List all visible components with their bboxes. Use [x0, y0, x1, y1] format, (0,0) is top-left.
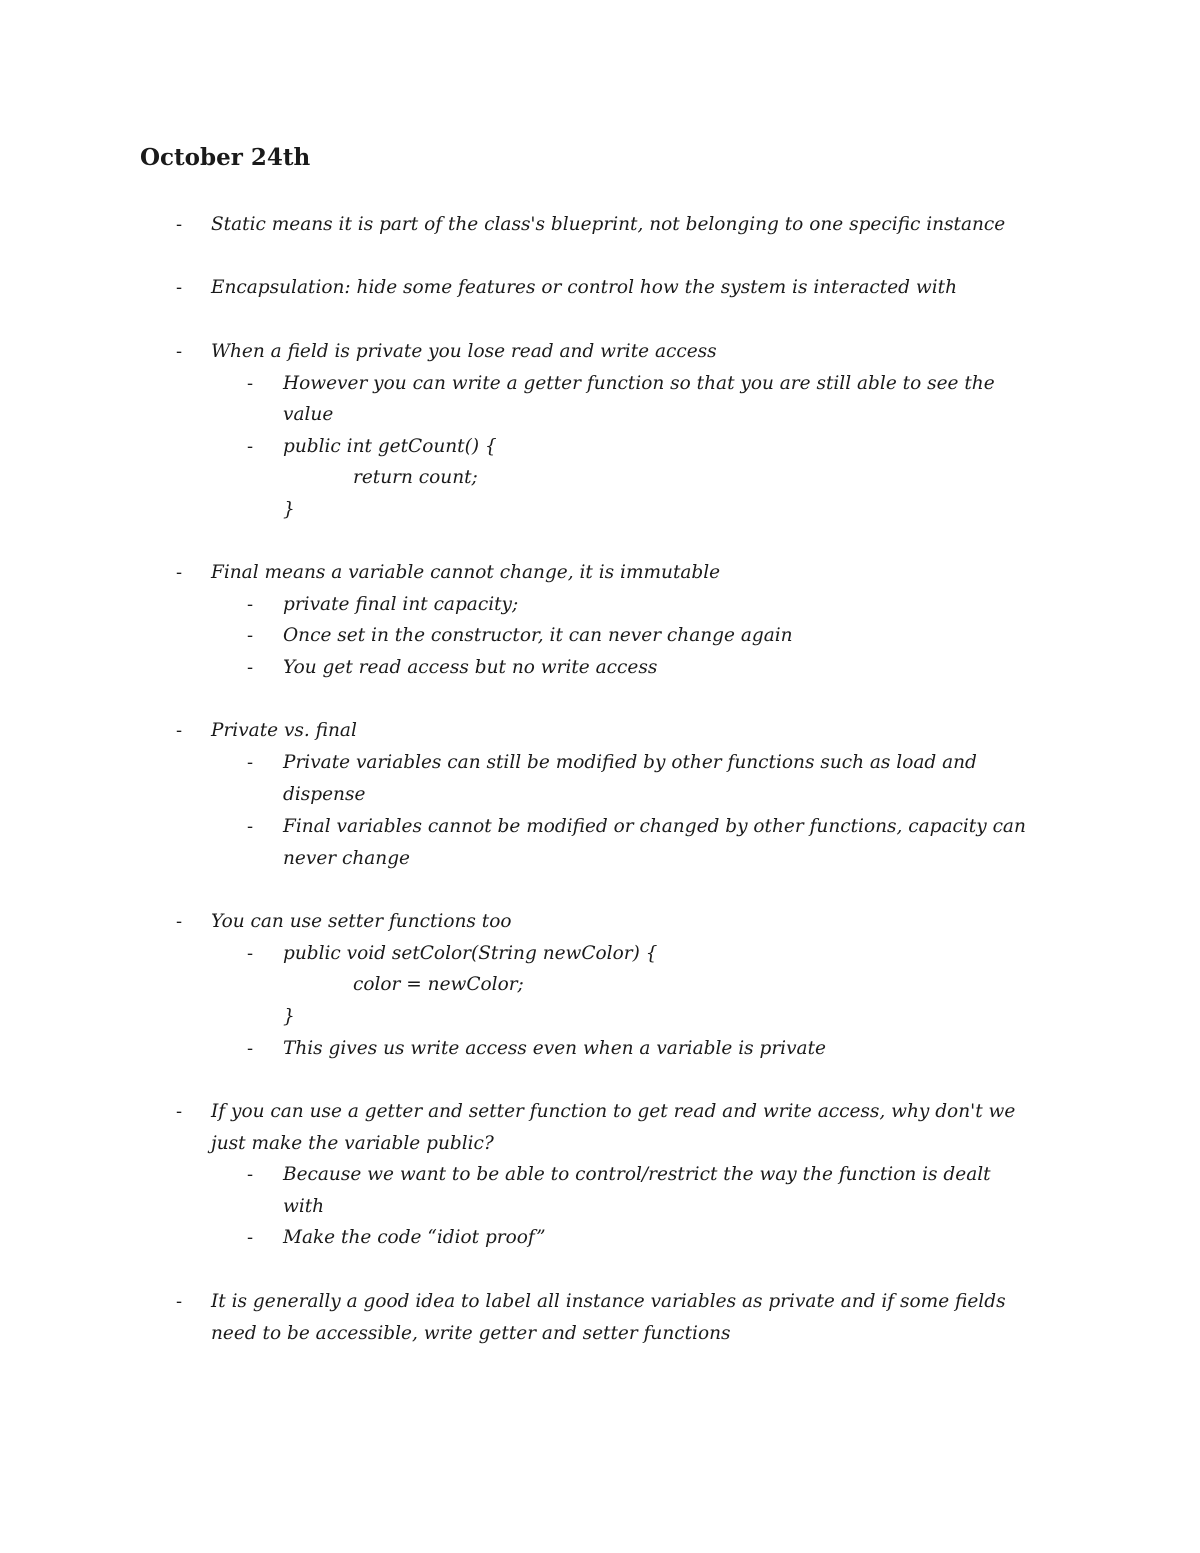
bullet-dash: - [176, 1291, 183, 1312]
bullet-dash: - [247, 657, 254, 678]
note-setter-access: This gives us write access even when a variable is private [283, 1038, 826, 1059]
note-final: Final means a variable cannot change, it is immutable [211, 562, 721, 583]
note-final-once: Once set in the constructor, it can never change again [283, 625, 793, 646]
bullet-dash: - [176, 911, 183, 932]
code-setter-close: } [283, 1006, 295, 1027]
bullet-dash: - [176, 1101, 183, 1122]
note-encapsulation: Encapsulation: hide some features or control how the system is interacted with [211, 277, 957, 298]
bullet-dash: - [176, 341, 183, 362]
bullet-dash: - [247, 436, 254, 457]
page-title: October 24th [140, 144, 311, 171]
note-final-vars-line1: Final variables cannot be modified or changed by other functions, capacity can [283, 816, 1026, 837]
bullet-dash: - [247, 594, 254, 615]
bullet-dash: - [247, 373, 254, 394]
code-setter-signature: public void setColor(String newColor) { [283, 943, 658, 964]
bullet-dash: - [176, 720, 183, 741]
bullet-dash: - [247, 1164, 254, 1185]
note-private-vs-final: Private vs. final [211, 720, 357, 741]
note-general-line2: need to be accessible, write getter and setter functions [211, 1323, 731, 1344]
bullet-dash: - [247, 625, 254, 646]
note-question-line1: If you can use a getter and setter function to get read and write access, why don't we [211, 1101, 1016, 1122]
bullet-dash: - [247, 752, 254, 773]
bullet-dash: - [247, 1227, 254, 1248]
note-final-access: You get read access but no write access [283, 657, 658, 678]
note-general-line1: It is generally a good idea to label all instance variables as private and if some fields [211, 1291, 1006, 1312]
note-setter: You can use setter functions too [211, 911, 512, 932]
bullet-dash: - [247, 816, 254, 837]
note-static: Static means it is part of the class's blueprint, not belonging to one specific instance [211, 214, 1006, 235]
note-because-line1: Because we want to be able to control/restrict the way the function is dealt [283, 1164, 991, 1185]
code-getter-close: } [283, 499, 295, 520]
note-final-vars-line2: never change [283, 848, 410, 869]
bullet-dash: - [176, 562, 183, 583]
note-getter-line2: value [283, 404, 334, 425]
bullet-dash: - [176, 214, 183, 235]
code-setter-body: color = newColor; [353, 974, 524, 995]
code-final-capacity: private final int capacity; [283, 594, 519, 615]
bullet-dash: - [176, 277, 183, 298]
bullet-dash: - [247, 943, 254, 964]
note-idiot-proof: Make the code “idiot proof” [283, 1227, 546, 1248]
note-getter-line1: However you can write a getter function so that you are still able to see the [283, 373, 995, 394]
note-question-line2: just make the variable public? [211, 1133, 494, 1154]
bullet-dash: - [247, 1038, 254, 1059]
code-getter-signature: public int getCount() { [283, 436, 497, 457]
note-private-vars-line2: dispense [283, 784, 366, 805]
note-private-field: When a field is private you lose read and write access [211, 341, 717, 362]
code-getter-body: return count; [353, 467, 478, 488]
note-private-vars-line1: Private variables can still be modified by other functions such as load and [283, 752, 977, 773]
note-because-line2: with [283, 1196, 325, 1217]
